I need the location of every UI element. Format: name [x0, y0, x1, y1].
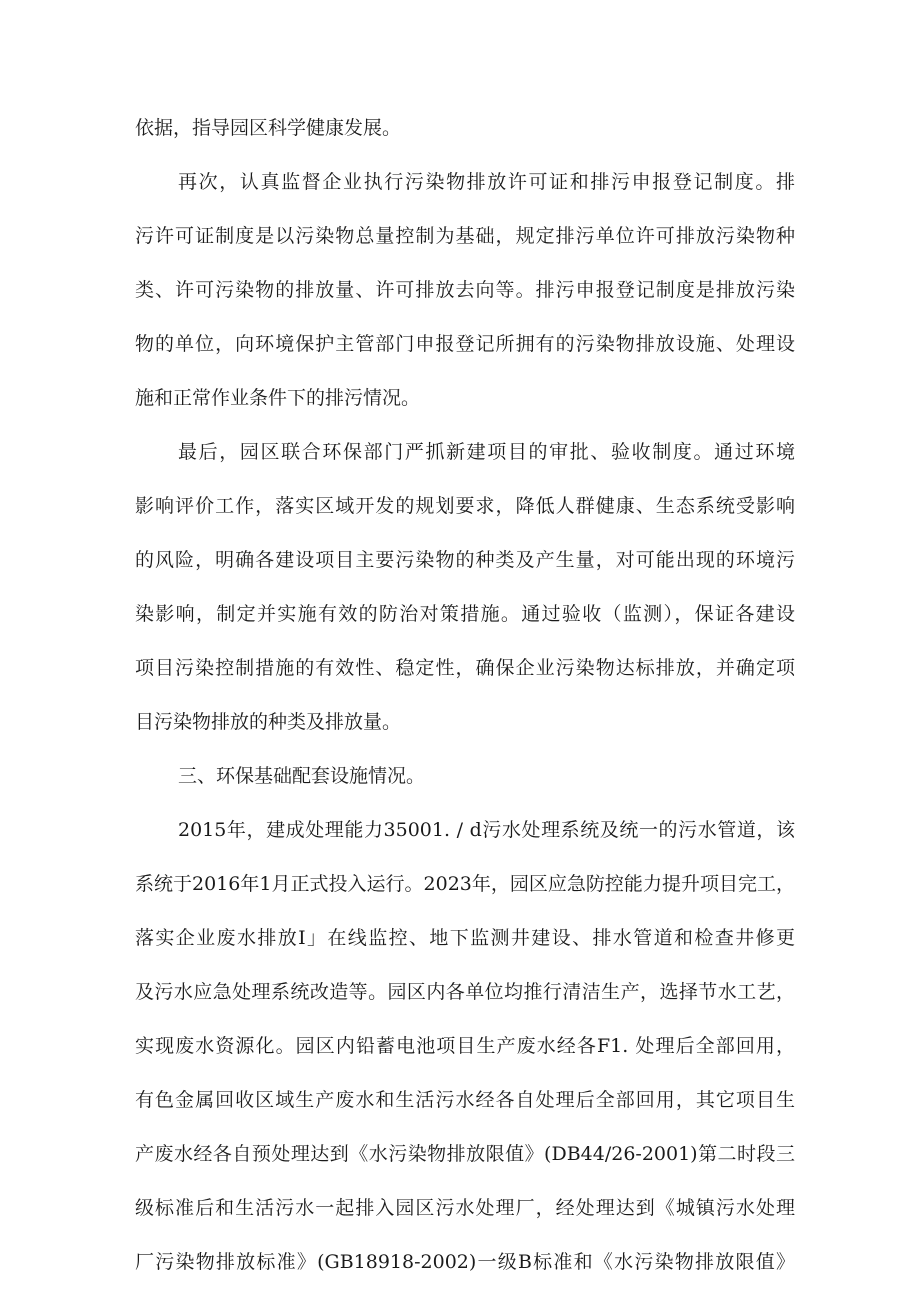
text-line-19: 有色金属回收区域生产废水和生活污水经各自处理后全部回用，其它项目生	[135, 1089, 795, 1111]
text-line-15: 系统于2016年1月正式投入运行。2023年，园区应急防控能力提升项目完工，	[135, 873, 795, 895]
text-line-14: 2015年，建成处理能力35001. / d污水处理系统及统一的污水管道，该	[178, 819, 795, 841]
text-line-10: 染影响，制定并实施有效的防治对策措施。通过验收（监测），保证各建设	[135, 603, 795, 625]
text-line-16: 落实企业废水排放I」在线监控、地下监测井建设、排水管道和检查井修更	[135, 927, 795, 949]
text-line-21: 级标准后和生活污水一起排入园区污水处理厂，经处理达到《城镇污水处理	[135, 1197, 795, 1219]
text-line-7: 最后，园区联合环保部门严抓新建项目的审批、验收制度。通过环境	[178, 441, 795, 463]
text-line-22: 厂污染物排放标准》(GB18918-2002)一级B标准和《水污染物排放限值》	[135, 1251, 795, 1273]
text-line-18: 实现废水资源化。园区内铅蓄电池项目生产废水经各F1. 处理后全部回用，	[135, 1035, 795, 1057]
section-heading: 三、环保基础配套设施情况。	[178, 765, 426, 787]
text-line-2: 再次，认真监督企业执行污染物排放许可证和排污申报登记制度。排	[178, 171, 795, 193]
text-line-17: 及污水应急处理系统改造等。园区内各单位均推行清洁生产，选择节水工艺，	[135, 981, 795, 1003]
text-line-20: 产废水经各自预处理达到《水污染物排放限值》(DB44/26-2001)第二时段三	[135, 1143, 795, 1165]
text-line-8: 影响评价工作，落实区域开发的规划要求，降低人群健康、生态系统受影响	[135, 495, 795, 517]
text-line-6: 施和正常作业条件下的排污情况。	[135, 387, 421, 409]
text-line-11: 项目污染控制措施的有效性、稳定性，确保企业污染物达标排放，并确定项	[135, 657, 795, 679]
text-line-12: 目污染物排放的种类及排放量。	[135, 711, 402, 733]
text-line-4: 类、许可污染物的排放量、许可排放去向等。排污申报登记制度是排放污染	[135, 279, 795, 301]
text-line-9: 的风险，明确各建设项目主要污染物的种类及产生量，对可能出现的环境污	[135, 549, 795, 571]
text-line-3: 污许可证制度是以污染物总量控制为基础，规定排污单位许可排放污染物种	[135, 225, 795, 247]
text-line-1: 依据，指导园区科学健康发展。	[135, 117, 402, 139]
text-line-5: 物的单位，向环境保护主管部门申报登记所拥有的污染物排放设施、处理设	[135, 333, 795, 355]
